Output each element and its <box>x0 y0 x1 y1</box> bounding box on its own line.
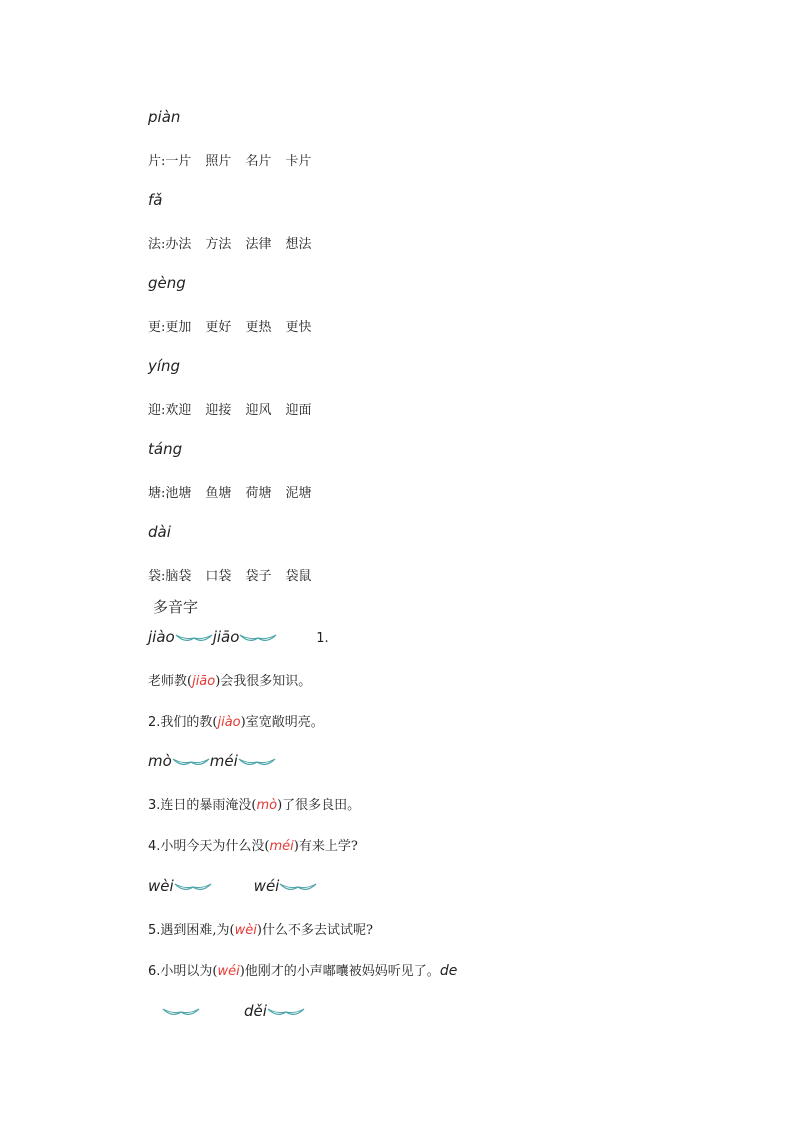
word: 池塘 <box>165 486 192 501</box>
sentence-text: )会我很多知识。 <box>215 674 312 689</box>
question-number: 1. <box>316 631 329 646</box>
separator: : <box>161 154 166 169</box>
pinyin-heading: dài <box>148 523 171 541</box>
word-list <box>148 233 325 252</box>
pinyin-option: wèi <box>148 877 174 895</box>
word: 迎接 <box>205 403 232 418</box>
pinyin-option: de <box>439 963 458 979</box>
word: 办法 <box>165 237 192 252</box>
sentence-text: 老师教( <box>148 674 193 689</box>
answer-pinyin: wéi <box>217 964 240 979</box>
character: 片 <box>148 154 162 169</box>
sentence-6 <box>148 960 457 979</box>
pinyin-heading: piàn <box>148 108 181 126</box>
question-number: 4. <box>148 839 161 854</box>
sentence-text: 小明以为( <box>160 964 218 979</box>
word: 袋子 <box>245 569 272 584</box>
word-list <box>148 399 325 418</box>
sentence-2 <box>148 711 324 730</box>
sentence-text: 我们的教( <box>160 715 218 730</box>
leaf-blank-icon <box>174 881 212 893</box>
pinyin-heading: yíng <box>148 357 181 375</box>
answer-pinyin: wèi <box>234 923 257 938</box>
leaf-blank-icon <box>175 632 213 644</box>
separator: : <box>161 486 166 501</box>
word: 口袋 <box>205 569 232 584</box>
pinyin-heading: gèng <box>148 274 186 292</box>
pinyin-row-de <box>162 1002 305 1020</box>
sentence-text: 小明今天为什么没( <box>160 839 270 854</box>
pinyin-option: wéi <box>253 877 280 895</box>
sentence-text: 遇到困难,为( <box>160 923 235 938</box>
word-list <box>148 150 325 169</box>
leaf-blank-icon <box>172 756 210 768</box>
word: 方法 <box>205 237 232 252</box>
pinyin-heading: fǎ <box>148 191 163 209</box>
leaf-blank-icon <box>279 881 317 893</box>
pinyin-option: méi <box>209 752 238 770</box>
word: 卡片 <box>285 154 312 169</box>
word: 更热 <box>245 320 272 335</box>
pinyin-heading: táng <box>148 440 183 458</box>
word: 欢迎 <box>165 403 192 418</box>
pinyin-row-mo <box>148 752 276 770</box>
leaf-blank-icon <box>267 1006 305 1018</box>
word: 想法 <box>285 237 312 252</box>
word: 泥塘 <box>285 486 312 501</box>
word-list <box>148 565 325 584</box>
sentence-5 <box>148 919 373 938</box>
sentence-text: 连日的暴雨淹没( <box>160 798 257 813</box>
sentence-text: )了很多良田。 <box>277 798 361 813</box>
question-number: 5. <box>148 923 161 938</box>
leaf-blank-icon <box>162 1006 200 1018</box>
sentence-text: )有来上学? <box>293 839 358 854</box>
question-number: 6. <box>148 964 161 979</box>
leaf-blank-icon <box>238 756 276 768</box>
word: 袋鼠 <box>285 569 312 584</box>
word: 更好 <box>205 320 232 335</box>
answer-pinyin: mò <box>256 798 278 813</box>
sentence-text: )他刚才的小声嘟囔被妈妈听见了。 <box>239 964 440 979</box>
sentence-1 <box>148 670 311 689</box>
answer-pinyin: jiào <box>217 715 241 730</box>
sentence-text: )室宽敞明亮。 <box>240 715 324 730</box>
pinyin-row-wei <box>148 877 317 895</box>
word: 脑袋 <box>165 569 192 584</box>
separator: : <box>161 320 166 335</box>
character: 迎 <box>148 403 162 418</box>
character: 法 <box>148 237 162 252</box>
character: 袋 <box>148 569 162 584</box>
sentence-text: )什么不多去试试呢? <box>256 923 373 938</box>
section-heading: 多音字 <box>153 598 199 616</box>
character: 塘 <box>148 486 162 501</box>
pinyin-option: děi <box>244 1002 267 1020</box>
word: 更加 <box>165 320 192 335</box>
answer-pinyin: méi <box>269 839 294 854</box>
character: 更 <box>148 320 162 335</box>
word: 鱼塘 <box>205 486 232 501</box>
word: 荷塘 <box>245 486 272 501</box>
question-number: 2. <box>148 715 161 730</box>
separator: : <box>161 237 166 252</box>
leaf-blank-icon <box>239 632 277 644</box>
pinyin-option: mò <box>148 752 172 770</box>
answer-pinyin: jiāo <box>192 674 216 689</box>
word: 一片 <box>165 154 192 169</box>
word: 名片 <box>245 154 272 169</box>
word-list <box>148 482 325 501</box>
word: 更快 <box>285 320 312 335</box>
word-list <box>148 316 325 335</box>
word: 迎面 <box>285 403 312 418</box>
pinyin-option: jiāo <box>212 628 240 646</box>
question-number: 3. <box>148 798 161 813</box>
sentence-3 <box>148 794 360 813</box>
word: 迎风 <box>245 403 272 418</box>
word: 法律 <box>245 237 272 252</box>
sentence-4 <box>148 835 358 854</box>
separator: : <box>161 403 166 418</box>
pinyin-row-jiao <box>148 628 329 646</box>
word: 照片 <box>205 154 232 169</box>
pinyin-option: jiào <box>148 628 175 646</box>
separator: : <box>161 569 166 584</box>
